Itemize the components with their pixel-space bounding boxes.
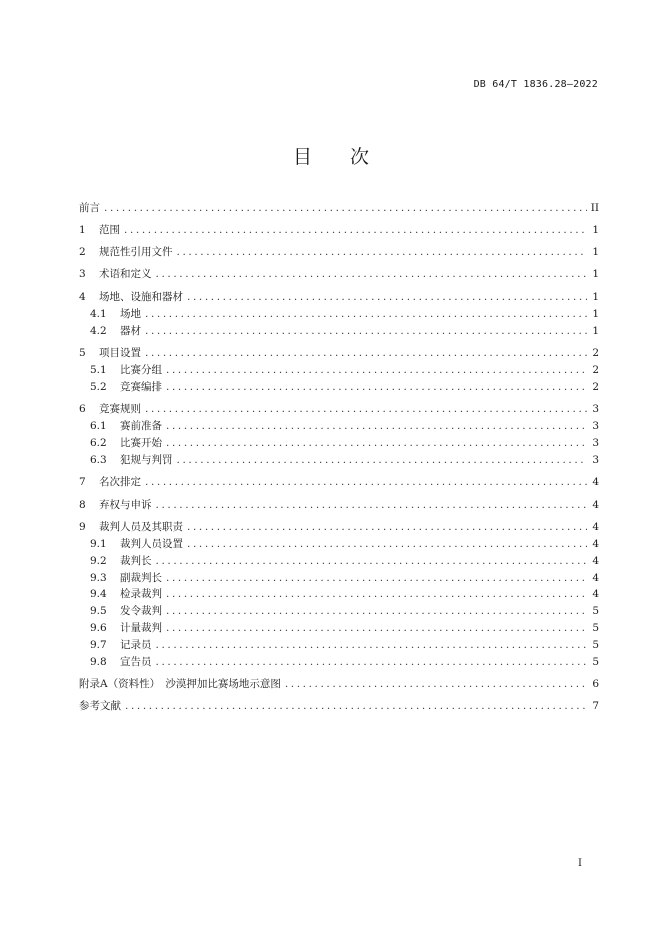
- toc-label: 项目设置: [99, 347, 141, 359]
- toc-page-number: 4: [592, 521, 599, 533]
- toc-number: 9.2: [90, 555, 107, 567]
- toc-leader-dots: [166, 435, 587, 451]
- toc-leader-dots: [125, 698, 587, 714]
- toc-entry-6[interactable]: [79, 401, 599, 417]
- toc-label: 器材: [120, 325, 141, 337]
- toc-entry-9-3[interactable]: [90, 570, 599, 586]
- toc-number: 9.6: [90, 622, 107, 634]
- toc-page-number: 4: [592, 572, 599, 584]
- toc-label: 发令裁判: [120, 605, 162, 617]
- footer-page-number: I: [578, 858, 582, 869]
- toc-label: 竞赛编排: [120, 381, 162, 393]
- toc-number: 8: [79, 499, 86, 511]
- toc-entry-bibliography[interactable]: [79, 698, 599, 714]
- toc-leader-dots: [166, 418, 587, 434]
- toc-number: 4.1: [90, 308, 107, 320]
- toc-label: 规范性引用文件: [99, 246, 173, 258]
- toc-leader-dots: [145, 323, 587, 339]
- toc-number: 6.3: [90, 454, 107, 466]
- toc-leader-dots: [156, 553, 588, 569]
- toc-page-number: 1: [592, 246, 599, 258]
- toc-number: 6.1: [90, 420, 107, 432]
- toc-page-number: 1: [592, 291, 599, 303]
- toc-leader-dots: [156, 637, 588, 653]
- toc-page-number: 5: [592, 605, 599, 617]
- toc-entry-7[interactable]: [79, 474, 599, 490]
- toc-leader-dots: [166, 603, 587, 619]
- toc-page-number: 2: [592, 364, 599, 376]
- toc-entry-9-1[interactable]: [90, 536, 599, 552]
- toc-page-number: 2: [592, 381, 599, 393]
- toc-entry-6-3[interactable]: [90, 452, 599, 468]
- toc-leader-dots: [156, 266, 588, 282]
- toc-number: 1: [79, 224, 86, 236]
- toc-entry-9-4[interactable]: [90, 586, 599, 602]
- toc-entry-4[interactable]: [79, 289, 599, 305]
- toc-page-number: 4: [592, 499, 599, 511]
- toc-number: 7: [79, 476, 86, 488]
- toc-number: 5: [79, 347, 86, 359]
- toc-leader-dots: [187, 536, 587, 552]
- toc-number: 9.3: [90, 572, 107, 584]
- toc-label: 记录员: [120, 639, 152, 651]
- toc-page-number: 4: [592, 555, 599, 567]
- toc-label: 裁判人员设置: [120, 538, 183, 550]
- toc-leader-dots: [166, 362, 587, 378]
- toc-leader-dots: [166, 570, 587, 586]
- toc-entry-1[interactable]: [79, 222, 599, 238]
- toc-entry-6-1[interactable]: [90, 418, 599, 434]
- toc-page-number: 3: [592, 437, 599, 449]
- toc-entry-3[interactable]: [79, 266, 599, 282]
- toc-leader-dots: [124, 222, 587, 238]
- toc-number: 5.2: [90, 381, 107, 393]
- toc-label: 裁判人员及其职责: [99, 521, 183, 533]
- toc-entry-appendix-a[interactable]: [79, 676, 599, 692]
- toc-leader-dots: [177, 452, 588, 468]
- toc-label: 裁判长: [120, 555, 152, 567]
- toc-label: 比赛开始: [120, 437, 162, 449]
- page-title: [0, 142, 662, 169]
- toc-number: 3: [79, 268, 86, 280]
- toc-page-number: 3: [592, 403, 599, 415]
- toc-label: 竞赛规则: [99, 403, 141, 415]
- toc-entry-9-2[interactable]: [90, 553, 599, 569]
- toc-entry-8[interactable]: [79, 497, 599, 513]
- toc-entry-foreword[interactable]: [79, 200, 599, 216]
- title-char-1: 目: [292, 146, 312, 168]
- toc-label: 名次排定: [99, 476, 141, 488]
- toc-leader-dots: [156, 497, 588, 513]
- toc-page-number: 5: [592, 656, 599, 668]
- toc-label: 犯规与判罚: [120, 454, 173, 466]
- toc-leader-dots: [187, 519, 587, 535]
- toc-leader-dots: [177, 244, 588, 260]
- toc-label: 比赛分组: [120, 364, 162, 376]
- toc-page-number: 7: [592, 700, 599, 712]
- toc-label: 计量裁判: [120, 622, 162, 634]
- toc-page-number: 3: [592, 454, 599, 466]
- toc-number: 6.2: [90, 437, 107, 449]
- toc-entry-5[interactable]: [79, 345, 599, 361]
- toc-label: 附录A（资料性） 沙漠押加比赛场地示意图: [79, 678, 281, 690]
- toc-page-number: 1: [592, 268, 599, 280]
- toc-number: 9.4: [90, 588, 107, 600]
- toc-leader-dots: [285, 676, 587, 692]
- toc-entry-2[interactable]: [79, 244, 599, 260]
- toc-number: 4: [79, 291, 86, 303]
- toc-label: 前言: [79, 202, 100, 214]
- toc-entry-9-8[interactable]: [90, 654, 599, 670]
- toc-page-number: 1: [592, 325, 599, 337]
- toc-label: 场地: [120, 308, 141, 320]
- toc-leader-dots: [145, 345, 587, 361]
- toc-entry-4-2[interactable]: [90, 323, 599, 339]
- toc-entry-9[interactable]: [79, 519, 599, 535]
- toc-label: 弃权与申诉: [99, 499, 152, 511]
- toc-leader-dots: [166, 586, 587, 602]
- toc-entry-4-1[interactable]: [90, 306, 599, 322]
- toc-label: 副裁判长: [120, 572, 162, 584]
- toc-entry-6-2[interactable]: [90, 435, 599, 451]
- toc-label: 宣告员: [120, 656, 152, 668]
- document-code: DB 64/T 1836.28—2022: [473, 79, 598, 90]
- toc-label: 赛前准备: [120, 420, 162, 432]
- toc-page-number: 3: [592, 420, 599, 432]
- toc-page-number: 4: [592, 538, 599, 550]
- toc-page-number: 1: [592, 224, 599, 236]
- toc-leader-dots: [166, 379, 587, 395]
- toc-entry-5-2[interactable]: [90, 379, 599, 395]
- toc-number: 9.8: [90, 656, 107, 668]
- toc-label: 检录裁判: [120, 588, 162, 600]
- toc-page-number: 1: [592, 308, 599, 320]
- toc-label: 参考文献: [79, 700, 121, 712]
- toc-entry-9-5[interactable]: [90, 603, 599, 619]
- toc-leader-dots: [104, 200, 587, 216]
- toc-number: 4.2: [90, 325, 107, 337]
- toc-page-number: 4: [592, 476, 599, 488]
- toc-page-number: 5: [592, 639, 599, 651]
- toc-number: 9.7: [90, 639, 107, 651]
- toc-page-number: 5: [592, 622, 599, 634]
- title-char-2: 次: [350, 146, 370, 168]
- toc-label: 场地、设施和器材: [99, 291, 183, 303]
- toc-leader-dots: [145, 401, 587, 417]
- toc-number: 6: [79, 403, 86, 415]
- toc-entry-9-7[interactable]: [90, 637, 599, 653]
- toc-leader-dots: [187, 289, 587, 305]
- toc-number: 9.1: [90, 538, 107, 550]
- toc-number: 9: [79, 521, 86, 533]
- toc-entry-5-1[interactable]: [90, 362, 599, 378]
- toc-number: 2: [79, 246, 86, 258]
- toc-page-number: 4: [592, 588, 599, 600]
- toc-number: 9.5: [90, 605, 107, 617]
- toc-entry-9-6[interactable]: [90, 620, 599, 636]
- toc-number: 5.1: [90, 364, 107, 376]
- toc-page-number: II: [590, 202, 599, 214]
- toc-leader-dots: [166, 620, 587, 636]
- toc-label: 范围: [99, 224, 120, 236]
- toc-page-number: 2: [592, 347, 599, 359]
- toc-leader-dots: [156, 654, 588, 670]
- toc-label: 术语和定义: [99, 268, 152, 280]
- toc-leader-dots: [145, 474, 587, 490]
- toc-page-number: 6: [592, 678, 599, 690]
- toc-leader-dots: [145, 306, 587, 322]
